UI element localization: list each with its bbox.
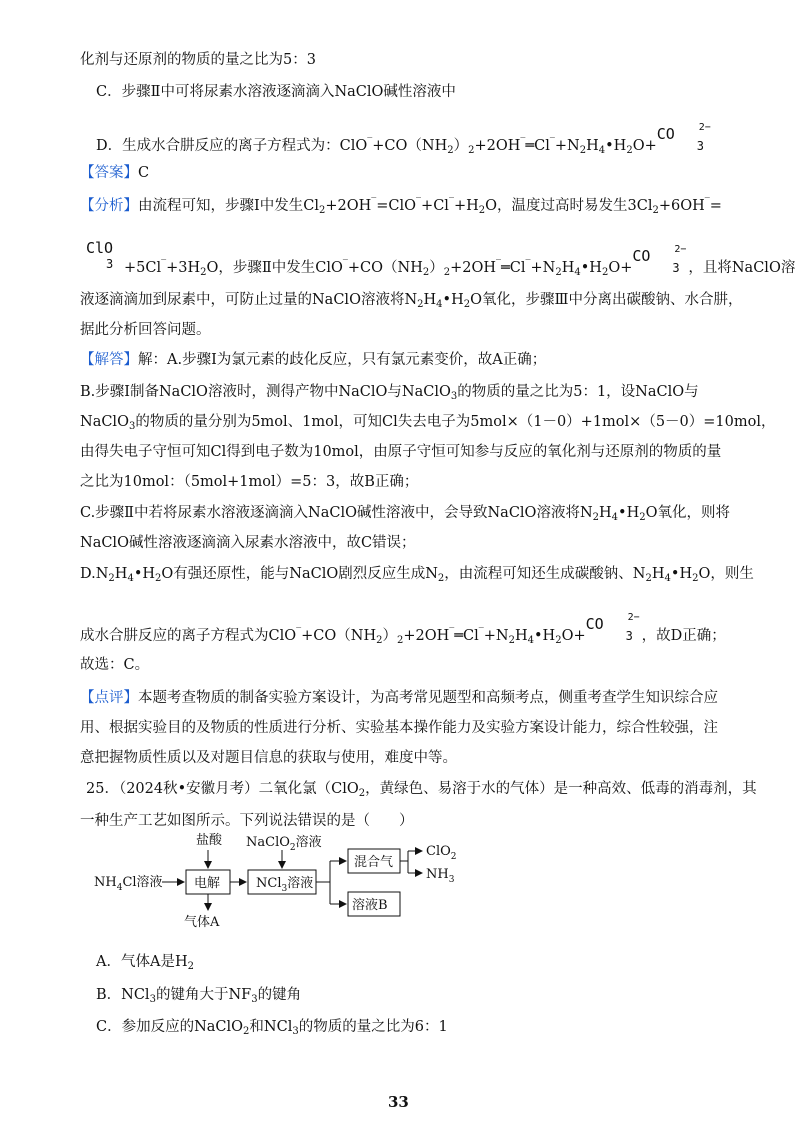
solution-c-1: C.步骤Ⅱ中若将尿素水溶液逐滴滴入NaClO碱性溶液中，会导致NaClO溶液将$N_2H_4•H_2O$氧化，则将 xyxy=(80,505,731,523)
comment-line-2: 用、根据实验目的及物质的性质进行分析、实验基本操作能力及实验方案设计能力，综合性较强，注 xyxy=(80,720,718,736)
question-25-line-1: 25．（2024秋•安徽月考）二氧化氯（ClO$_2$，黄绿色、易溶于水的气体）是一种高效、低毒的消毒剂，其 xyxy=(86,781,757,799)
carbonate-formula: CO 2− 3 xyxy=(585,612,640,643)
ncl3-label: NCl$_3$溶液 xyxy=(256,876,314,894)
solution-b-2: NaClO$_3$的物质的量分别为5mol、1mol，可知Cl失去电子为5mol×（1－0）+1mol×（5－0）=10mol， xyxy=(80,414,776,432)
text-line: 化剂与还原剂的物质的量之比为5：3 xyxy=(80,52,316,68)
clo2-label: ClO$_2$ xyxy=(426,844,457,862)
chlorate-formula: ClO 3 xyxy=(86,239,114,271)
nh3-label: $NH_3$ xyxy=(426,867,455,885)
option-c-q25: C．参加反应的NaClO$_2$和NCl$_3$的物质的量之比为6：1 xyxy=(96,1019,448,1037)
option-b: B．NCl$_3$的键角大于$NF_3$的键角 xyxy=(96,987,302,1005)
hcl-label: 盐酸 xyxy=(196,833,223,848)
carbonate-formula: CO 2− 3 xyxy=(656,122,711,153)
comment-line-1: 【点评】本题考查物质的制备实验方案设计，为高考常见题型和高频考点，侧重考查学生知识综合应 xyxy=(80,690,718,706)
solution-b-1: B.步骤Ⅰ制备NaClO溶液时，测得产物中NaClO与NaClO$_3$的物质的量之比为5：1，设NaClO与 xyxy=(80,384,699,402)
conclusion-line: 故选：C。 xyxy=(80,657,150,673)
process-flow-diagram xyxy=(86,828,486,938)
comment-line-3: 意把握物质性质以及对题目信息的获取与使用，难度中等。 xyxy=(80,750,457,766)
solution-d-2: 成水合肼反应的离子方程式为$ClO^‾+CO(NH_2)_2+2OH^‾═Cl^‾+N_2H_4•H_2O+$ CO 2− 3 ，故D正确； xyxy=(80,612,726,646)
solution-c-2: NaClO碱性溶液逐滴滴入尿素水溶液中，故C错误； xyxy=(80,535,416,551)
mixed-gas-label: 混合气 xyxy=(354,855,394,870)
solution-b-4: 之比为10mol：（5mol+1mol）=5：3，故B正确； xyxy=(80,474,419,490)
solution-line-1: 【解答】解：A.步骤Ⅰ为氯元素的歧化反应，只有氯元素变价，故A正确； xyxy=(80,352,547,368)
carbonate-formula: CO 2− 3 xyxy=(632,244,687,275)
solution-b-3: 由得失电子守恒可知Cl得到电子数为10mol，由原子守恒可知参与反应的氧化剂与还原剂的物质的量 xyxy=(80,444,722,460)
electrolysis-label: 电解 xyxy=(194,876,221,891)
solution-d-1: $D.N_2H_4•H_2O$有强还原性，能与NaClO剧烈反应生成$N_2$，由流程可知还生成碳酸钠、$N_2H_4•H_2O$，则生 xyxy=(80,566,754,584)
solution-b-label: 溶液B xyxy=(352,898,388,913)
gas-a-label: 气体A xyxy=(184,915,220,930)
analysis-line-2: ClO 3 $+5Cl^‾+3H_2O$，步骤Ⅱ中发生$ClO^‾+CO(NH_2)_2+2OH^‾═Cl^‾+N_2H_4•H_2O+$ CO 2− 3 ，且将NaClO溶 xyxy=(80,252,795,278)
naclo2-label: NaClO$_2$溶液 xyxy=(246,835,322,853)
analysis-line-1: 【分析】由流程可知，步骤Ⅰ中发生$Cl_2+2OH^‾=ClO^‾+Cl^‾+H_2O$，温度过高时易发生$3Cl_2+6OH^‾=$ xyxy=(80,197,722,216)
page-number: 33 xyxy=(388,1093,409,1111)
nh4cl-label: $NH_4Cl$溶液 xyxy=(94,875,163,893)
option-c: C．步骤Ⅱ中可将尿素水溶液逐滴滴入NaClO碱性溶液中 xyxy=(96,84,456,100)
answer-line: 【答案】C xyxy=(80,165,150,181)
analysis-line-4: 据此分析回答问题。 xyxy=(80,322,211,338)
option-d: D．生成水合肼反应的离子方程式为：$ClO^‾+CO(NH_2)_2+2OH^‾═Cl^‾+N_2H_4•H_2O+$ CO 2− 3 xyxy=(96,122,711,156)
option-a: A．气体A是$H_2$ xyxy=(96,954,194,972)
question-25-line-2: 一种生产工艺如图所示。下列说法错误的是（ ） xyxy=(80,813,414,829)
analysis-line-3: 液逐滴滴加到尿素中，可防止过量的NaClO溶液将$N_2H_4•H_2O$氧化，步骤Ⅲ中分离出碳酸钠、水合肼， xyxy=(80,292,743,310)
